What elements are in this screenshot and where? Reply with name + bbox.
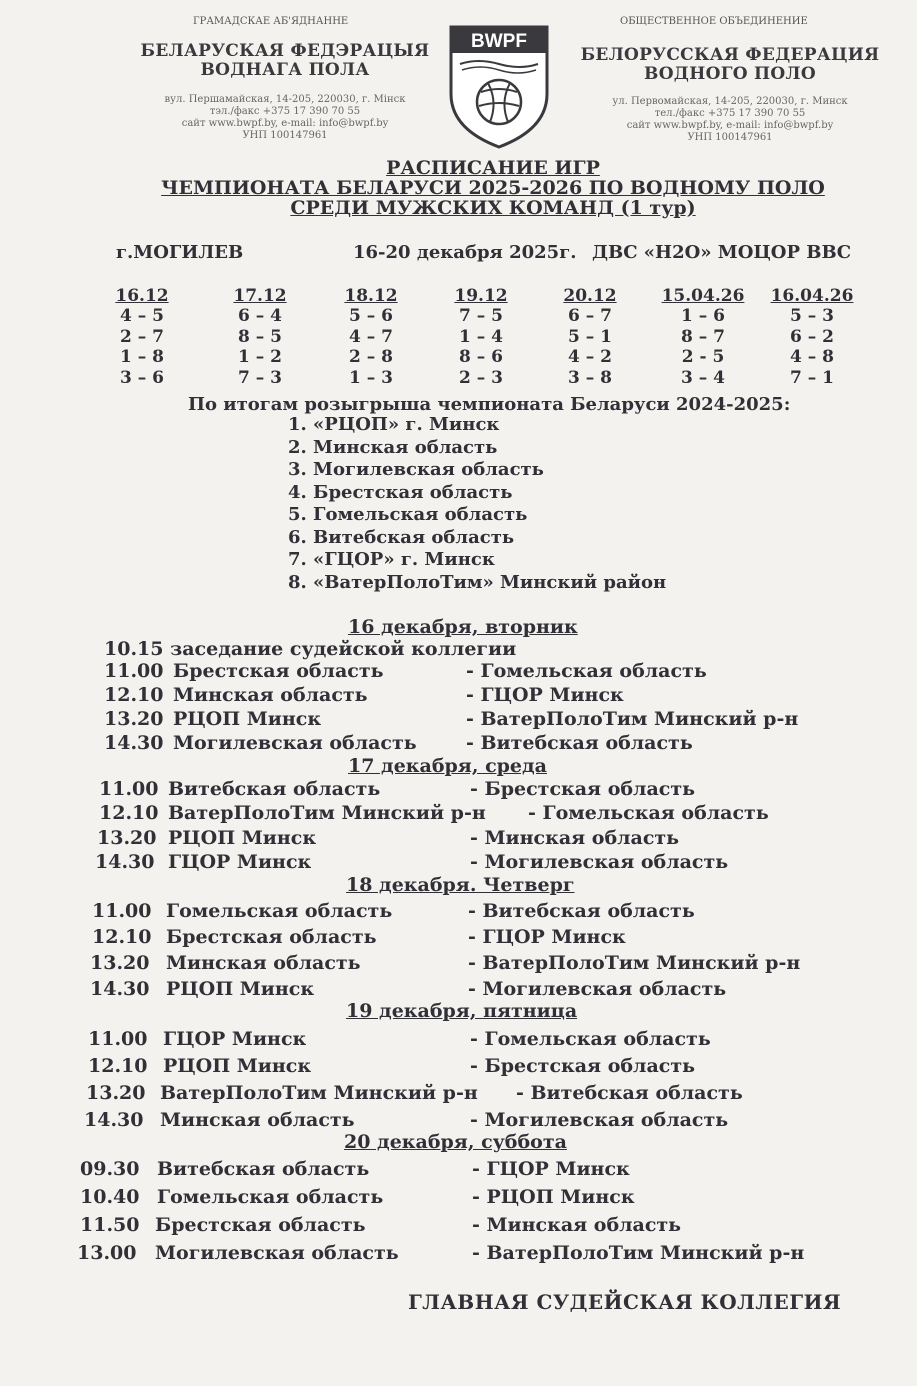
pairing-cell: 7 – 3 xyxy=(238,367,282,388)
left-org-line-1: БЕЛАРУСКАЯ ФЕДЭРАЦЫЯ xyxy=(140,41,430,61)
pairing-cell: 8 – 7 xyxy=(681,326,725,347)
left-org-type: ГРАМАДСКАЕ АБ'ЯДНАННЕ xyxy=(193,16,349,27)
day-heading: 17 декабря, среда xyxy=(348,755,547,777)
pairing-cell: 3 – 8 xyxy=(568,367,612,388)
right-phone-line: тел./факс +375 17 390 70 55 xyxy=(654,108,806,119)
game-away: - Витебская область xyxy=(468,900,695,922)
judges-meeting-note: 10.15 заседание судейской коллегии xyxy=(104,638,517,660)
game-away: - Гомельская область xyxy=(528,802,769,824)
game-time: 11.00 xyxy=(104,660,164,682)
pairing-cell: 5 – 6 xyxy=(349,306,393,326)
left-address-line: вул. Першамайская, 14-205, 220030, г. Мінск xyxy=(164,94,406,105)
pairing-cell: 2 – 7 xyxy=(120,326,164,347)
pairing-cell: 1 – 3 xyxy=(349,367,393,388)
game-home: Гомельская область xyxy=(157,1186,384,1208)
right-org-name xyxy=(580,46,880,84)
day-heading: 18 декабря. Четверг xyxy=(346,874,575,896)
pairing-cell: 6 – 4 xyxy=(238,306,282,326)
pairings-column xyxy=(658,306,748,388)
pairing-cell: 2 - 5 xyxy=(681,347,725,367)
right-address-line: ул. Первомайская, 14-205, 220030, г. Минск xyxy=(612,96,848,107)
game-time: 13.20 xyxy=(97,827,157,849)
game-home: Брестская область xyxy=(155,1214,366,1236)
ranking-item: 3. Могилевская область xyxy=(288,459,544,480)
pairings-column xyxy=(215,306,305,388)
game-time: 11.00 xyxy=(88,1028,148,1050)
game-home: РЦОП Минск xyxy=(168,827,317,849)
game-away: - Брестская область xyxy=(470,778,695,800)
game-time: 14.30 xyxy=(104,732,164,754)
pairing-cell: 2 – 3 xyxy=(459,367,503,388)
ranking-list xyxy=(288,414,666,594)
game-away: - ГЦОР Минск xyxy=(472,1158,630,1180)
pairing-cell: 6 – 2 xyxy=(790,326,834,347)
game-home: ГЦОР Минск xyxy=(163,1028,307,1050)
left-unp-line: УНП 100147961 xyxy=(242,130,328,141)
right-org-address xyxy=(580,96,880,144)
pairing-cell: 3 – 6 xyxy=(120,367,164,388)
pairing-cell: 4 – 7 xyxy=(349,326,393,347)
game-home: ВатерПолоТим Минский р-н xyxy=(160,1082,478,1104)
game-time: 13.00 xyxy=(77,1242,137,1264)
game-home: Минская область xyxy=(160,1109,355,1131)
ranking-item: 4. Брестская область xyxy=(288,481,513,503)
right-org-type: ОБЩЕСТВЕННОЕ ОБЪЕДИНЕНИЕ xyxy=(620,16,808,27)
game-home: Минская область xyxy=(173,684,368,706)
title-line-3: СРЕДИ МУЖСКИХ КОМАНД (1 тур) xyxy=(290,197,696,219)
game-home: Брестская область xyxy=(173,660,384,682)
pairings-column xyxy=(97,306,187,388)
ranking-item: 6. Витебская область xyxy=(288,526,515,548)
game-away: - ВатерПолоТим Минский р-н xyxy=(472,1242,805,1264)
game-home: Гомельская область xyxy=(166,900,393,922)
pairings-header: 17.12 xyxy=(233,286,287,306)
pairing-cell: 7 – 1 xyxy=(790,367,834,388)
right-website-line: сайт www.bwpf.by, e-mail: info@bwpf.by xyxy=(626,120,834,131)
game-time: 13.20 xyxy=(86,1082,146,1104)
left-org-line-2: ВОДНАГА ПОЛА xyxy=(200,60,370,80)
pairing-cell: 1 – 8 xyxy=(120,347,164,367)
city: г.МОГИЛЕВ xyxy=(116,242,244,263)
ranking-item: 7. «ГЦОР» г. Минск xyxy=(288,549,495,570)
pairing-cell: 4 – 2 xyxy=(568,347,612,367)
bwpf-logo xyxy=(448,24,550,150)
pairing-cell: 8 – 5 xyxy=(238,326,282,347)
pairing-cell: 8 – 6 xyxy=(459,347,503,367)
right-org-line-1: БЕЛОРУССКАЯ ФЕДЕРАЦИЯ xyxy=(580,45,880,65)
venue: ДВС «Н2О» МОЦОР ВВС xyxy=(592,242,852,263)
pairings-column xyxy=(767,306,857,388)
ranking-heading: По итогам розыгрыша чемпионата Беларуси 2024-2025: xyxy=(188,394,791,415)
pairings-header: 18.12 xyxy=(344,286,398,306)
pairing-cell: 5 – 1 xyxy=(568,326,612,347)
day-heading: 20 декабря, суббота xyxy=(344,1131,567,1153)
pairings-column xyxy=(326,306,416,388)
pairing-cell: 7 – 5 xyxy=(459,306,503,326)
game-away: - ГЦОР Минск xyxy=(468,926,626,948)
pairing-cell: 1 – 6 xyxy=(681,306,725,326)
game-time: 11.50 xyxy=(80,1214,140,1236)
day-heading: 16 декабря, вторник xyxy=(348,616,578,638)
title-line-2: ЧЕМПИОНАТА БЕЛАРУСИ 2025-2026 ПО ВОДНОМУ ПОЛО xyxy=(161,177,825,199)
game-away: - Гомельская область xyxy=(466,660,707,682)
game-away: - ВатерПолоТим Минский р-н xyxy=(468,952,801,974)
ranking-item: 5. Гомельская область xyxy=(288,504,528,525)
game-away: - Гомельская область xyxy=(470,1028,711,1050)
chief-judges-signature-line: ГЛАВНАЯ СУДЕЙСКАЯ КОЛЛЕГИЯ xyxy=(408,1290,842,1314)
game-time: 13.20 xyxy=(90,952,150,974)
game-home: Минская область xyxy=(166,952,361,974)
left-website-line: сайт www.bwpf.by, e-mail: info@bwpf.by xyxy=(181,118,389,129)
event-dates: 16-20 декабря 2025г. xyxy=(353,242,577,263)
left-phone-line: тэл./факс +375 17 390 70 55 xyxy=(209,106,361,117)
pairing-cell: 1 – 2 xyxy=(238,347,282,367)
game-away: - РЦОП Минск xyxy=(472,1186,635,1208)
game-time: 14.30 xyxy=(95,851,155,873)
game-time: 12.10 xyxy=(99,802,159,824)
day-heading: 19 декабря, пятница xyxy=(346,1000,578,1022)
right-org-line-2: ВОДНОГО ПОЛО xyxy=(644,64,816,84)
pairing-cell: 3 – 4 xyxy=(681,367,725,388)
game-home: Могилевская область xyxy=(155,1242,399,1264)
pairing-cell: 5 – 3 xyxy=(790,306,834,326)
game-home: Могилевская область xyxy=(173,732,417,754)
left-org-address xyxy=(140,94,430,142)
game-time: 14.30 xyxy=(90,978,150,1000)
document-title xyxy=(100,158,886,218)
pairing-cell: 4 – 8 xyxy=(790,347,834,367)
ranking-item: 1. «РЦОП» г. Минск xyxy=(288,414,500,435)
ranking-item: 8. «ВатерПолоТим» Минский район xyxy=(288,571,667,593)
game-away: - ГЦОР Минск xyxy=(466,684,624,706)
game-home: ГЦОР Минск xyxy=(168,851,312,873)
game-time: 09.30 xyxy=(80,1158,140,1180)
game-home: РЦОП Минск xyxy=(173,708,322,730)
pairings-header: 15.04.26 xyxy=(661,286,745,306)
ranking-item: 2. Минская область xyxy=(288,436,498,458)
title-line-1: РАСПИСАНИЕ ИГР xyxy=(386,157,600,179)
game-home: ВатерПолоТим Минский р-н xyxy=(168,802,486,824)
game-time: 11.00 xyxy=(92,900,152,922)
pairings-column xyxy=(545,306,635,388)
game-away: - Витебская область xyxy=(466,732,693,754)
game-home: Витебская область xyxy=(168,778,381,800)
game-away: - ВатерПолоТим Минский р-н xyxy=(466,708,799,730)
game-time: 12.10 xyxy=(92,926,152,948)
game-away: - Могилевская область xyxy=(468,978,727,1000)
pairing-cell: 1 – 4 xyxy=(459,326,503,347)
game-time: 12.10 xyxy=(88,1055,148,1077)
game-away: - Минская область xyxy=(470,827,680,849)
game-away: - Брестская область xyxy=(470,1055,695,1077)
pairings-header: 16.12 xyxy=(115,286,169,306)
game-home: РЦОП Минск xyxy=(163,1055,312,1077)
pairings-column xyxy=(436,306,526,388)
pairing-cell: 6 – 7 xyxy=(568,306,612,326)
game-time: 11.00 xyxy=(99,778,159,800)
bwpf-shield-icon xyxy=(448,24,550,150)
pairings-header: 20.12 xyxy=(563,286,617,306)
game-home: РЦОП Минск xyxy=(166,978,315,1000)
game-away: - Минская область xyxy=(472,1214,682,1236)
game-away: - Могилевская область xyxy=(470,1109,729,1131)
pairing-cell: 4 – 5 xyxy=(120,306,164,326)
left-org-name xyxy=(140,42,430,80)
game-time: 14.30 xyxy=(84,1109,144,1131)
pairing-cell: 2 – 8 xyxy=(349,347,393,367)
game-time: 10.40 xyxy=(80,1186,140,1208)
game-time: 12.10 xyxy=(104,684,164,706)
pairings-header: 16.04.26 xyxy=(770,286,854,306)
right-unp-line: УНП 100147961 xyxy=(687,132,773,143)
logo-lettering: BWPF xyxy=(471,31,527,52)
pairings-header: 19.12 xyxy=(454,286,508,306)
game-away: - Могилевская область xyxy=(470,851,729,873)
game-home: Брестская область xyxy=(166,926,377,948)
game-home: Витебская область xyxy=(157,1158,370,1180)
game-away: - Витебская область xyxy=(516,1082,743,1104)
game-time: 13.20 xyxy=(104,708,164,730)
